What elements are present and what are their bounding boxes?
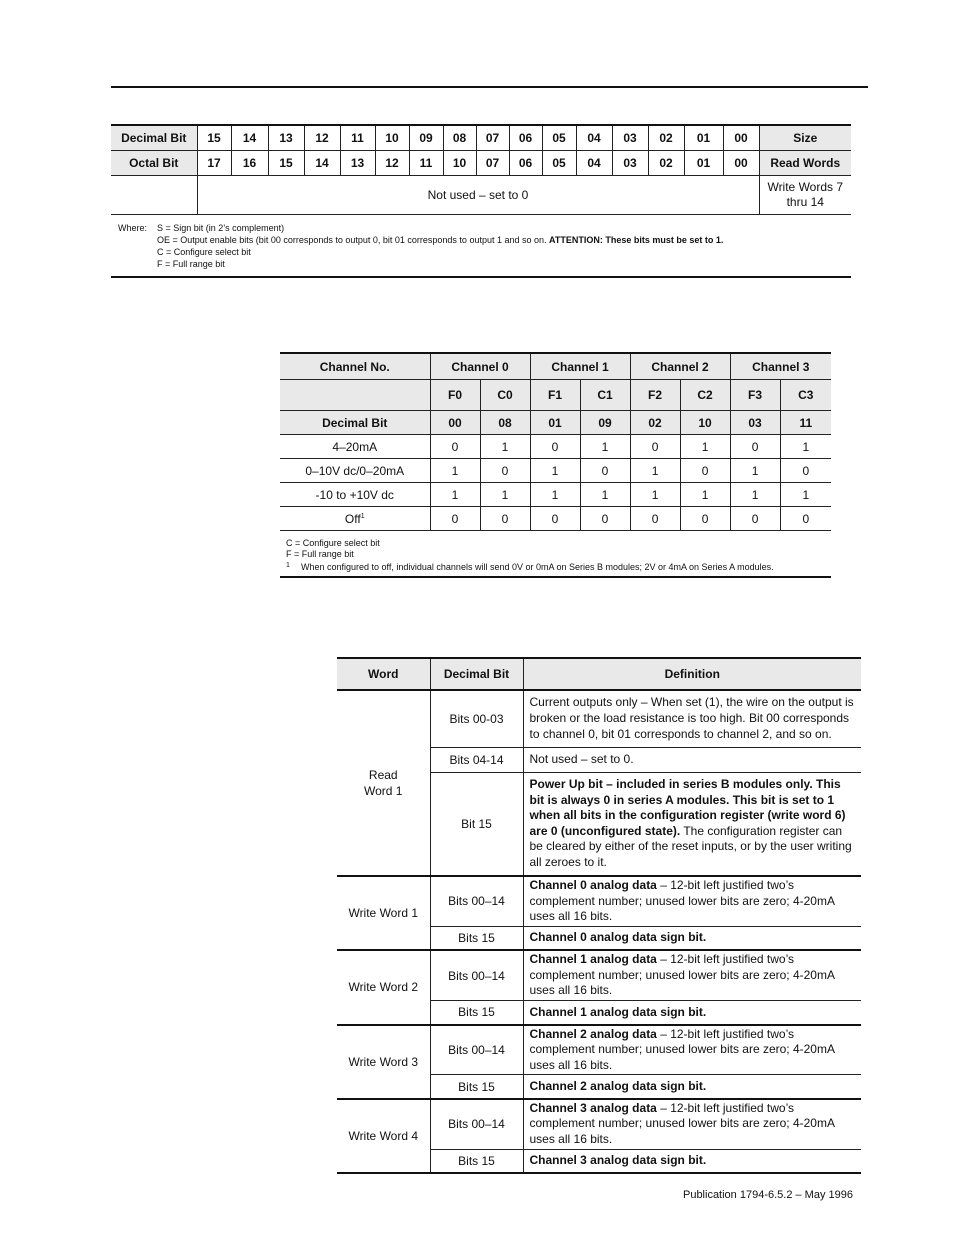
- range-label: 4–20mA: [280, 435, 430, 459]
- write-words-bit-table: [111, 124, 851, 215]
- sign-bit-text: Channel 2 analog data sign bit.: [529, 1078, 707, 1093]
- decimal-bit-label: Decimal Bit: [111, 125, 197, 151]
- word-cell: Write Word 4: [337, 1099, 430, 1173]
- decimal-bit-cell: 05: [542, 125, 576, 151]
- definition-cell: Current outputs only – When set (1), the wire on the output is broken or the load resistance is too high. Bit 00 corresponds to channel 0, bit 01 corresponds to channel 2, and so on.: [523, 690, 861, 747]
- definition-cell: [523, 876, 861, 926]
- decimal-bit-cell: 14: [231, 125, 268, 151]
- bit-value: 1: [780, 435, 831, 459]
- bit-subheader: F0: [430, 380, 480, 411]
- octal-bit-cell: 07: [476, 151, 509, 176]
- bits-cell: Bits 00–14: [430, 950, 523, 1000]
- bit-value: 1: [680, 483, 730, 507]
- range-label: [280, 507, 430, 531]
- bit-value: 1: [480, 435, 530, 459]
- bits-cell: Bit 15: [430, 772, 523, 876]
- decimal-bit-value: 01: [530, 411, 580, 435]
- table2-notes: [280, 537, 831, 578]
- power-up-rest: The configuration register can be cleared by either of the reset inputs, or by the user writing all zeroes to it.: [529, 823, 852, 869]
- bits-cell: Bits 00-03: [430, 690, 523, 747]
- bit-value: 1: [530, 459, 580, 483]
- definition-header: Definition: [523, 658, 861, 690]
- table-row: [280, 507, 831, 531]
- bits-cell: Bits 00–14: [430, 1025, 523, 1075]
- decimal-bit-cell: 07: [476, 125, 509, 151]
- read-word-line1: Read: [368, 768, 398, 782]
- bits-cell: Bits 15: [430, 1149, 523, 1173]
- range-label: -10 to +10V dc: [280, 483, 430, 507]
- decimal-bit-cell: 06: [509, 125, 542, 151]
- octal-bit-cell: 11: [409, 151, 443, 176]
- definition-cell: Not used – set to 0.: [523, 747, 861, 772]
- decimal-bit-cell: 15: [197, 125, 231, 151]
- table-row: [280, 459, 831, 483]
- bit-value: 0: [680, 459, 730, 483]
- octal-bit-cell: 01: [684, 151, 723, 176]
- octal-bit-cell: 03: [612, 151, 648, 176]
- bit-value: 0: [730, 435, 780, 459]
- decimal-bit-value: 08: [480, 411, 530, 435]
- power-up-bold: Power Up bit – included in series B modules only. This bit is always 0 in series A modules. This bit is set to 1 when all bits in the configuration register (write word 6) are 0 (unconfigured state).: [529, 776, 846, 838]
- bit-subheader: C1: [580, 380, 630, 411]
- bit-value: 1: [680, 435, 730, 459]
- definition-cell: [523, 950, 861, 1000]
- decimal-bit-value: 03: [730, 411, 780, 435]
- bit-value: 0: [530, 435, 580, 459]
- top-rule: [111, 86, 868, 88]
- footnote-mark: 1: [286, 562, 290, 569]
- definition-cell: [523, 1075, 861, 1099]
- word-cell: Write Word 1: [337, 876, 430, 950]
- bit-value: 1: [480, 483, 530, 507]
- definition-rest: – 12-bit left justified two’s complement number; unused lower bits are zero; 4-20mA uses all 16 bits.: [529, 952, 835, 998]
- decimal-bit-value: 10: [680, 411, 730, 435]
- decimal-bit-label: Decimal Bit: [280, 411, 430, 435]
- note-full-range: F = Full range bit: [286, 549, 354, 559]
- bit-value: 0: [480, 459, 530, 483]
- publication-footer: Publication 1794-6.5.2 – May 1996: [682, 1189, 853, 1201]
- footnote-text: When configured to off, individual channels will send 0V or 0mA on Series B modules; 2V or 4mA on Series A modules.: [301, 562, 774, 572]
- bit-value: 1: [430, 459, 480, 483]
- decimal-bit-cell: 12: [304, 125, 340, 151]
- decimal-bit-value: 11: [780, 411, 831, 435]
- footnote-number: [286, 560, 290, 574]
- bit-value: 1: [630, 459, 680, 483]
- table-row: [337, 950, 861, 1000]
- table1-notes: [111, 222, 851, 278]
- bits-cell: Bits 15: [430, 1075, 523, 1099]
- note-output-enable: [157, 234, 723, 246]
- decimal-bit-value: 02: [630, 411, 680, 435]
- bit-value: 0: [580, 459, 630, 483]
- table-row: [280, 483, 831, 507]
- octal-bit-cell: 17: [197, 151, 231, 176]
- not-used-cell: Not used – set to 0: [197, 176, 759, 215]
- write-words-range: [759, 176, 851, 215]
- bits-cell: Bits 00–14: [430, 1099, 523, 1149]
- definition-rest: – 12-bit left justified two’s complement number; unused lower bits are zero; 4-20mA uses all 16 bits.: [529, 1100, 835, 1147]
- decimal-bit-header: Decimal Bit: [430, 658, 523, 690]
- word-cell: Write Word 3: [337, 1025, 430, 1099]
- bit-value: 1: [730, 459, 780, 483]
- definition-bold: Channel 2 analog data: [529, 1026, 657, 1041]
- sign-bit-text: Channel 1 analog data sign bit.: [529, 1004, 707, 1019]
- note-attention: ATTENTION: These bits must be set to 1.: [549, 235, 724, 245]
- footnote-mark: 1: [360, 512, 365, 520]
- bit-subheader: C0: [480, 380, 530, 411]
- bit-value: 1: [780, 483, 831, 507]
- bit-value: 0: [780, 459, 831, 483]
- note-configure-select: C = Configure select bit: [157, 247, 251, 257]
- bit-value: 0: [480, 507, 530, 531]
- table-row: [337, 1025, 861, 1075]
- word-cell: Write Word 2: [337, 950, 430, 1024]
- bit-value: 1: [430, 483, 480, 507]
- definition-cell: [523, 772, 861, 876]
- channel-no-header: Channel No.: [280, 353, 430, 380]
- off-label: Off: [344, 511, 361, 526]
- empty-header-cell: [280, 380, 430, 411]
- note-configure-select: C = Configure select bit: [286, 538, 380, 548]
- write-words-line2: thru 14: [786, 195, 824, 209]
- octal-bit-label: Octal Bit: [111, 151, 197, 176]
- definition-bold: Channel 0 analog data: [529, 878, 657, 892]
- table-row: [337, 690, 861, 747]
- bit-value: 0: [430, 435, 480, 459]
- decimal-bit-cell: 10: [375, 125, 409, 151]
- definition-bold: Channel 3 analog data: [529, 1100, 657, 1115]
- definition-cell: [523, 1099, 861, 1149]
- channel-config-table: [280, 352, 831, 531]
- channel-header: Channel 1: [530, 353, 630, 380]
- bit-value: 0: [530, 507, 580, 531]
- word-definition-table: [337, 657, 861, 1174]
- bit-value: 1: [530, 483, 580, 507]
- write-words-line1: Write Words 7: [767, 180, 844, 194]
- empty-label-cell: [111, 176, 197, 215]
- bit-value: 1: [580, 483, 630, 507]
- bit-value: 0: [780, 507, 831, 531]
- bit-value: 0: [580, 507, 630, 531]
- bit-value: 0: [680, 507, 730, 531]
- bits-cell: Bits 00–14: [430, 876, 523, 926]
- bits-cell: Bits 15: [430, 1001, 523, 1025]
- note-full-range: F = Full range bit: [157, 259, 225, 269]
- decimal-bit-value: 09: [580, 411, 630, 435]
- table-row: [337, 1099, 861, 1149]
- definition-cell: [523, 1025, 861, 1075]
- bit-value: 0: [730, 507, 780, 531]
- decimal-bit-cell: 01: [684, 125, 723, 151]
- octal-bit-cell: 12: [375, 151, 409, 176]
- octal-bit-cell: 05: [542, 151, 576, 176]
- word-cell: [337, 690, 430, 876]
- decimal-bit-value: 00: [430, 411, 480, 435]
- bit-value: 1: [580, 435, 630, 459]
- bit-value: 0: [630, 507, 680, 531]
- decimal-bit-cell: 13: [268, 125, 304, 151]
- bit-subheader: F1: [530, 380, 580, 411]
- table-row: [280, 435, 831, 459]
- definition-cell: [523, 926, 861, 950]
- bit-subheader: F2: [630, 380, 680, 411]
- read-words-label: Read Words: [759, 151, 851, 176]
- octal-bit-cell: 14: [304, 151, 340, 176]
- bit-value: 1: [630, 483, 680, 507]
- sign-bit-text: Channel 0 analog data sign bit.: [529, 930, 707, 945]
- definition-cell: [523, 1149, 861, 1173]
- definition-rest: – 12-bit left justified two’s complement number; unused lower bits are zero; 4-20mA uses all 16 bits.: [529, 1026, 835, 1072]
- bit-value: 1: [730, 483, 780, 507]
- channel-header: Channel 2: [630, 353, 730, 380]
- decimal-bit-cell: 08: [443, 125, 476, 151]
- decimal-bit-cell: 03: [612, 125, 648, 151]
- octal-bit-cell: 16: [231, 151, 268, 176]
- bit-subheader: F3: [730, 380, 780, 411]
- bit-subheader: C2: [680, 380, 730, 411]
- bit-value: 0: [630, 435, 680, 459]
- sign-bit-text: Channel 3 analog data sign bit.: [529, 1153, 707, 1168]
- bit-value: 0: [430, 507, 480, 531]
- definition-bold: Channel 1 analog data: [529, 952, 657, 967]
- octal-bit-cell: 06: [509, 151, 542, 176]
- octal-bit-cell: 00: [723, 151, 759, 176]
- octal-bit-cell: 13: [340, 151, 375, 176]
- definition-rest: – 12-bit left justified two’s complement number; unused lower bits are zero; 4-20mA uses all 16 bits.: [529, 878, 835, 924]
- definition-cell: [523, 1001, 861, 1025]
- note-oe-text: OE = Output enable bits (bit 00 corresponds to output 0, bit 01 corresponds to output 1 and so on.: [157, 235, 550, 245]
- read-word-line2: Word 1: [364, 784, 403, 798]
- table-row: [337, 876, 861, 926]
- decimal-bit-cell: 11: [340, 125, 375, 151]
- bits-cell: Bits 04-14: [430, 747, 523, 772]
- decimal-bit-cell: 09: [409, 125, 443, 151]
- octal-bit-cell: 15: [268, 151, 304, 176]
- channel-header: Channel 0: [430, 353, 530, 380]
- decimal-bit-cell: 02: [648, 125, 684, 151]
- bits-cell: Bits 15: [430, 926, 523, 950]
- octal-bit-cell: 02: [648, 151, 684, 176]
- octal-bit-cell: 10: [443, 151, 476, 176]
- range-label: 0–10V dc/0–20mA: [280, 459, 430, 483]
- channel-header: Channel 3: [730, 353, 831, 380]
- octal-bit-cell: 04: [576, 151, 612, 176]
- decimal-bit-cell: 04: [576, 125, 612, 151]
- bit-subheader: C3: [780, 380, 831, 411]
- size-header: Size: [759, 125, 851, 151]
- decimal-bit-cell: 00: [723, 125, 759, 151]
- where-label: Where:: [118, 223, 148, 233]
- note-sign-bit: S = Sign bit (in 2’s complement): [157, 223, 285, 233]
- word-header: Word: [337, 658, 430, 690]
